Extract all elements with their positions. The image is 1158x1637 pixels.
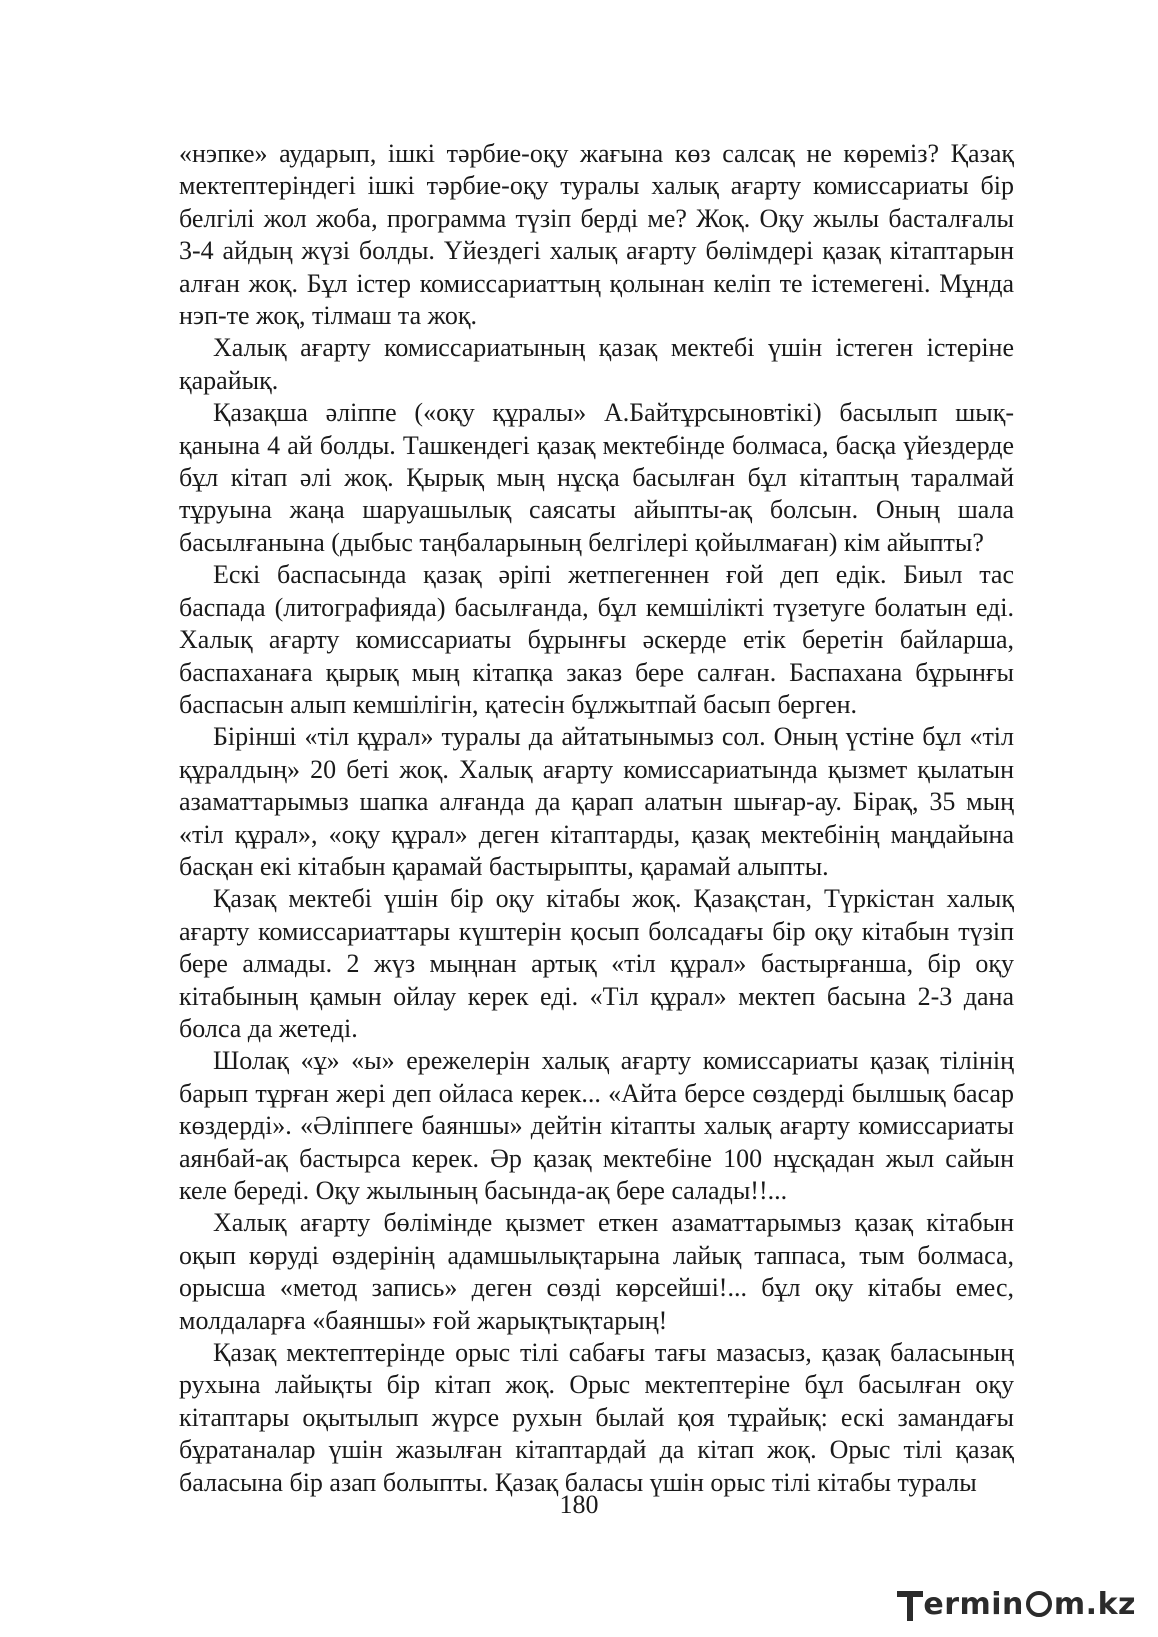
watermark-text-part2: m.kz xyxy=(1053,1587,1136,1622)
paragraph-5: Бірінші «тіл құрал» туралы да айтатынымыз сол. Оның үстіне бұл «тіл құралдың» 20 беті жоқ. Халық ағарту комиссариатында қызмет қылатын азаматтарымыз шапка алғанда да қарап алатын шығар-ау. Бірақ, 35 мың «тіл құрал», «оқу құрал» деген кітаптарды, қазақ мектебінің маңдайына басқан екі кітабын қарамай бастырыпты, қарамай алыпты. xyxy=(179,722,1014,881)
paragraph-9: Қазақ мектептерінде орыс тілі сабағы тағы мазасыз, қазақ баласының рухына лайықты бір кітап жоқ. Орыс мектептеріне бұл басылған оқу кітаптары оқытылып жүрсе рухын былай қоя тұрайық: ескі замандағы бұратаналар үшін жазылған кітаптардай да кітап жоқ. Орыс тілі қазақ баласына бір азап болыпты. Қазақ баласы үшін орыс тілі кітабы туралы xyxy=(179,1338,1014,1497)
paragraph-4: Ескі баспасында қазақ әріпі жетпегеннен ғой деп едік. Биыл тас баспада (литографияда) басылғанда, бұл кемшілікті түзетуге болатын еді. Халық ағарту комиссариаты бұрынғы әскерде етік беретін байларша, баспаханаға қырық мың кітапқа заказ бере салған. Баспахана бұрынғы баспасын алып кемшілігін, қатесін бұлжытпай басып берген. xyxy=(179,560,1014,719)
watermark-o-ring-icon xyxy=(1026,1591,1052,1617)
paragraph-6: Қазақ мектебі үшін бір оқу кітабы жоқ. Қазақстан, Түркістан халық ағарту комиссариаттары күштерін қосып болсадағы бір оқу кітабын түзіп бере алмады. 2 жүз мыңнан артық «тіл құрал» бастырғанша, бір оқу кітабының қамын ойлау керек еді. «Тіл құрал» мектеп басына 2-3 дана болса да жетеді. xyxy=(179,884,1014,1043)
paragraph-2: Халық ағарту комиссариатының қазақ мектебі үшін істеген істеріне қарайық. xyxy=(179,333,1014,395)
paragraph-7: Шолақ «ұ» «ы» ережелерін халық ағарту комиссариаты қазақ тілінің барып тұрған жері деп ойласа керек... «Айта берсе сөздерді былшық басар көздерді». «Әліппеге баяншы» дейтін кітапты халық ағарту комиссариаты аянбай-ақ бастырса керек. Әр қазақ мектебіне 100 нұсқадан жыл сайын келе береді. Оқу жылының басында-ақ бере салады!!... xyxy=(179,1046,1014,1205)
watermark-text-part1: ermin xyxy=(923,1587,1024,1622)
page-number: 180 xyxy=(559,1490,599,1519)
watermark-t-logo-icon xyxy=(897,1587,923,1623)
paragraph-8: Халық ағарту бөлімінде қызмет еткен азаматтарымыз қазақ кітабын оқып көруді өздерінің адамшылықтарына лайық таппаса, тым болмаса, орысша «метод запись» деген сөзді көрсейші!... бұл оқу кітабы емес, молдаларға «баяншы» ғой жарықтықтарың! xyxy=(179,1208,1014,1335)
paragraph-3: Қазақша әліппе («оқу құралы» А.Байтұрсыновтікі) басылып шық-қанына 4 ай болды. Ташкендегі қазақ мектебінде болмаса, басқа үйездерде бұл кітап әлі жоқ. Қырық мың нұсқа басылған бұл кітаптың таралмай тұруына жаңа шаруашылық саясаты айыпты-ақ болсын. Оның шала басылғанына (дыбыс таңбаларының белгілері қойылмаған) кім айыпты? xyxy=(179,398,1014,557)
paragraph-1: «нэпке» аударып, ішкі тәрбие-оқу жағына көз салсақ не көреміз? Қазақ мектептеріндегі ішкі тәрбие-оқу туралы халық ағарту комиссариаты бір белгілі жол жоба, программа түзіп берді ме? Жоқ. Оқу жылы басталғалы 3-4 айдың жүзі болды. Үйездегі халық ағарту бөлімдері қазақ кітаптарын алған жоқ. Бұл істер комиссариаттың қолынан келіп те істемегені. Мұнда нэп-те жоқ, тілмаш та жоқ. xyxy=(179,139,1014,331)
page-body xyxy=(179,138,1014,1499)
termincom-watermark xyxy=(897,1579,1136,1623)
